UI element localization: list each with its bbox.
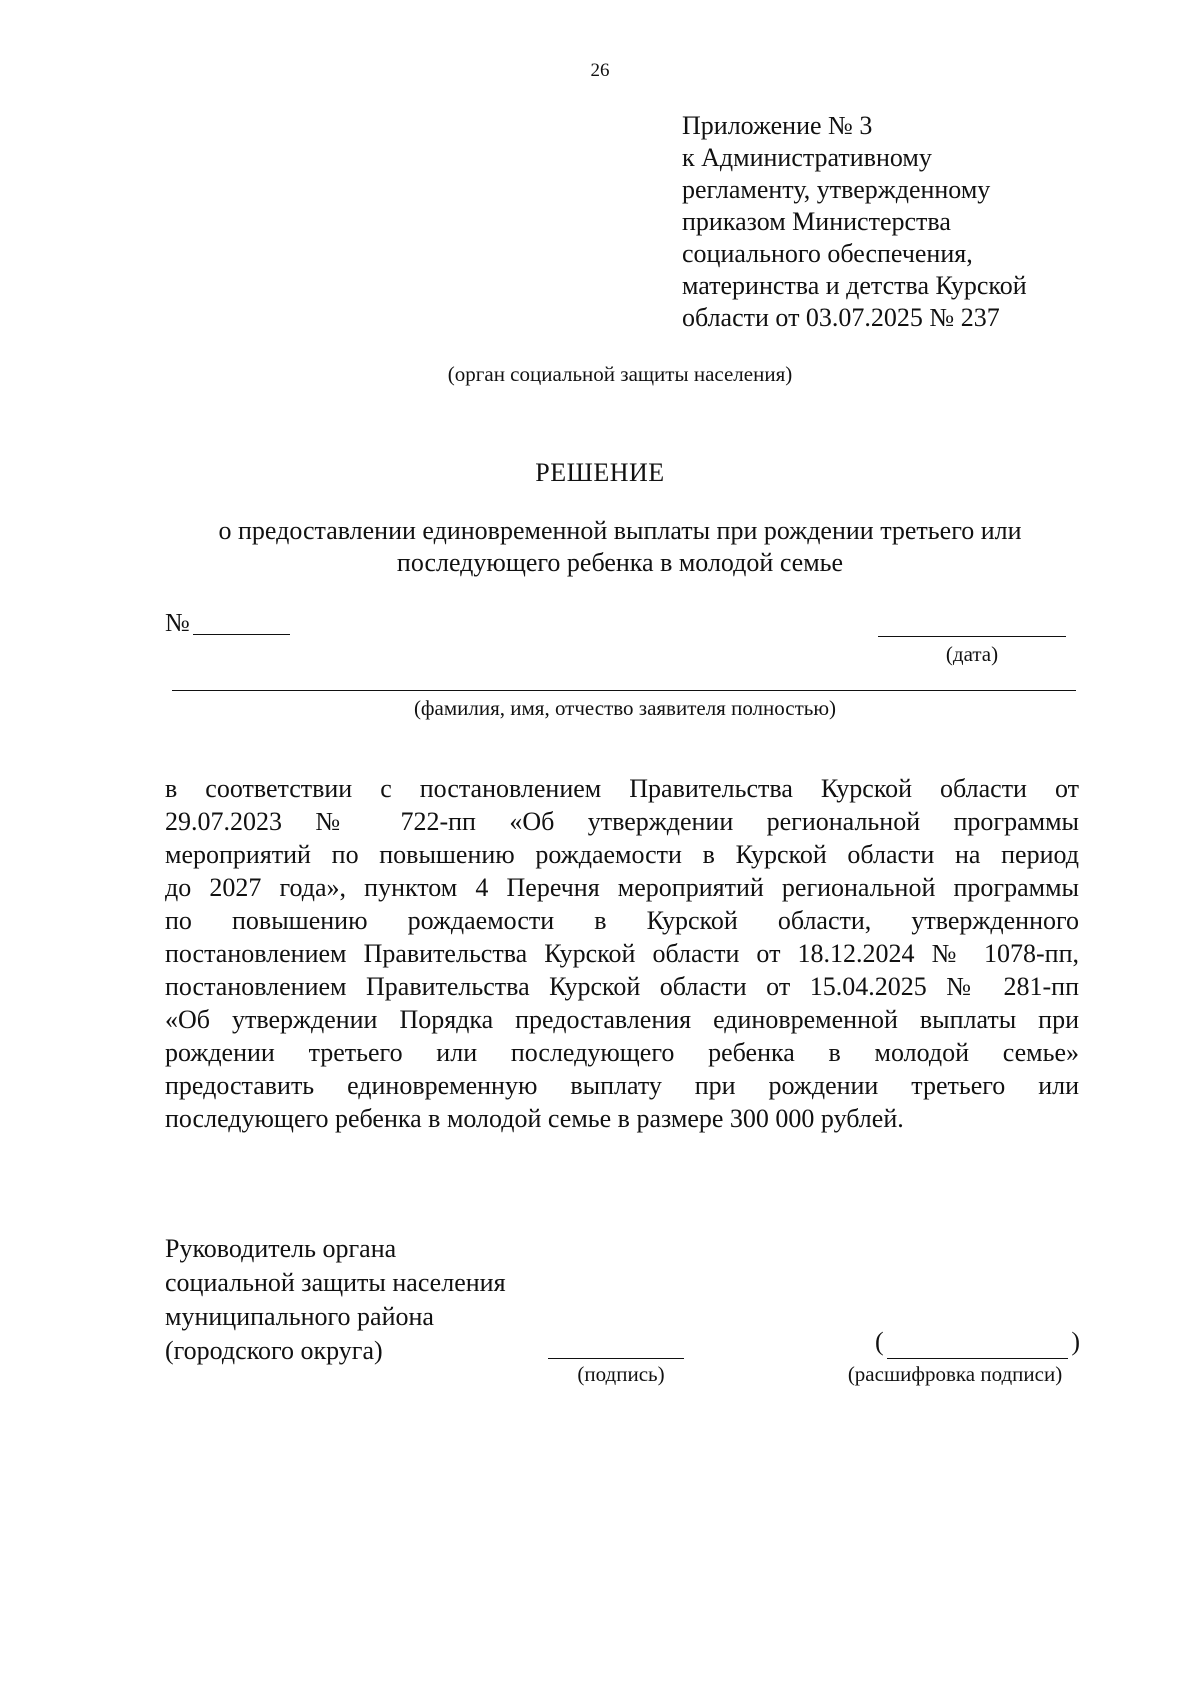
appendix-line: материнства и детства Курской (682, 271, 1027, 300)
appendix-line: к Административному (682, 143, 932, 172)
signer-line: социальной защиты населения (165, 1268, 506, 1297)
document-title: РЕШЕНИЕ (535, 458, 665, 487)
signer-line: (городского округа) (165, 1336, 383, 1365)
document-subtitle (165, 515, 1075, 579)
signer-line: Руководитель органа (165, 1234, 397, 1263)
appendix-block (682, 110, 1102, 334)
decode-paren-close: ) (1071, 1327, 1080, 1356)
date-field-line (878, 636, 1066, 637)
body-line: рождении третьего или последующего ребенка в молодой семье» (165, 1038, 1079, 1067)
signature-decode-caption: (расшифровка подписи) (847, 1362, 1063, 1386)
appendix-line: области от 03.07.2025 № 237 (682, 303, 1000, 332)
appendix-line: Приложение № 3 (682, 111, 873, 140)
body-line: по повышению рождаемости в Курской области, утвержденного (165, 906, 1079, 935)
date-caption: (дата) (945, 642, 999, 666)
body-line: предоставить единовременную выплату при рождении третьего или (165, 1071, 1079, 1100)
applicant-name-field-line (172, 690, 1076, 691)
body-line: «Об утверждении Порядка предоставления единовременной выплаты при (165, 1005, 1079, 1034)
subtitle-line: последующего ребенка в молодой семье (396, 548, 844, 577)
applicant-name-caption: (фамилия, имя, отчество заявителя полностью) (413, 696, 837, 720)
decision-body (165, 772, 1079, 1135)
body-line: мероприятий по повышению рождаемости в Курской области на период (165, 840, 1079, 869)
body-line: постановлением Правительства Курской области от 18.12.2024 № 1078-пп, (165, 939, 1079, 968)
signature-field-line (548, 1358, 684, 1359)
decode-field-line (887, 1358, 1068, 1359)
decode-paren-open: ( (875, 1327, 884, 1356)
number-field-line (193, 634, 290, 635)
signature-decode-field (875, 1327, 1080, 1359)
signature-caption: (подпись) (577, 1362, 665, 1386)
body-line: 29.07.2023 № 722-пп «Об утверждении региональной программы (165, 807, 1079, 836)
body-line: постановлением Правительства Курской области от 15.04.2025 № 281-пп (165, 972, 1079, 1001)
subtitle-line: о предоставлении единовременной выплаты при рождении третьего или (218, 516, 1022, 545)
body-line: до 2027 года», пунктом 4 Перечня мероприятий региональной программы (165, 873, 1079, 902)
body-line: последующего ребенка в молодой семье в размере 300 000 рублей. (165, 1104, 904, 1133)
signer-block (165, 1232, 585, 1368)
page-number: 26 (590, 60, 610, 81)
appendix-line: приказом Министерства (682, 207, 951, 236)
appendix-line: регламенту, утвержденному (682, 175, 991, 204)
organ-caption: (орган социальной защиты населения) (447, 362, 793, 386)
signer-line: муниципального района (165, 1302, 434, 1331)
body-line: в соответствии с постановлением Правительства Курской области от (165, 774, 1079, 803)
appendix-line: социального обеспечения, (682, 239, 973, 268)
number-label: № (165, 608, 190, 637)
